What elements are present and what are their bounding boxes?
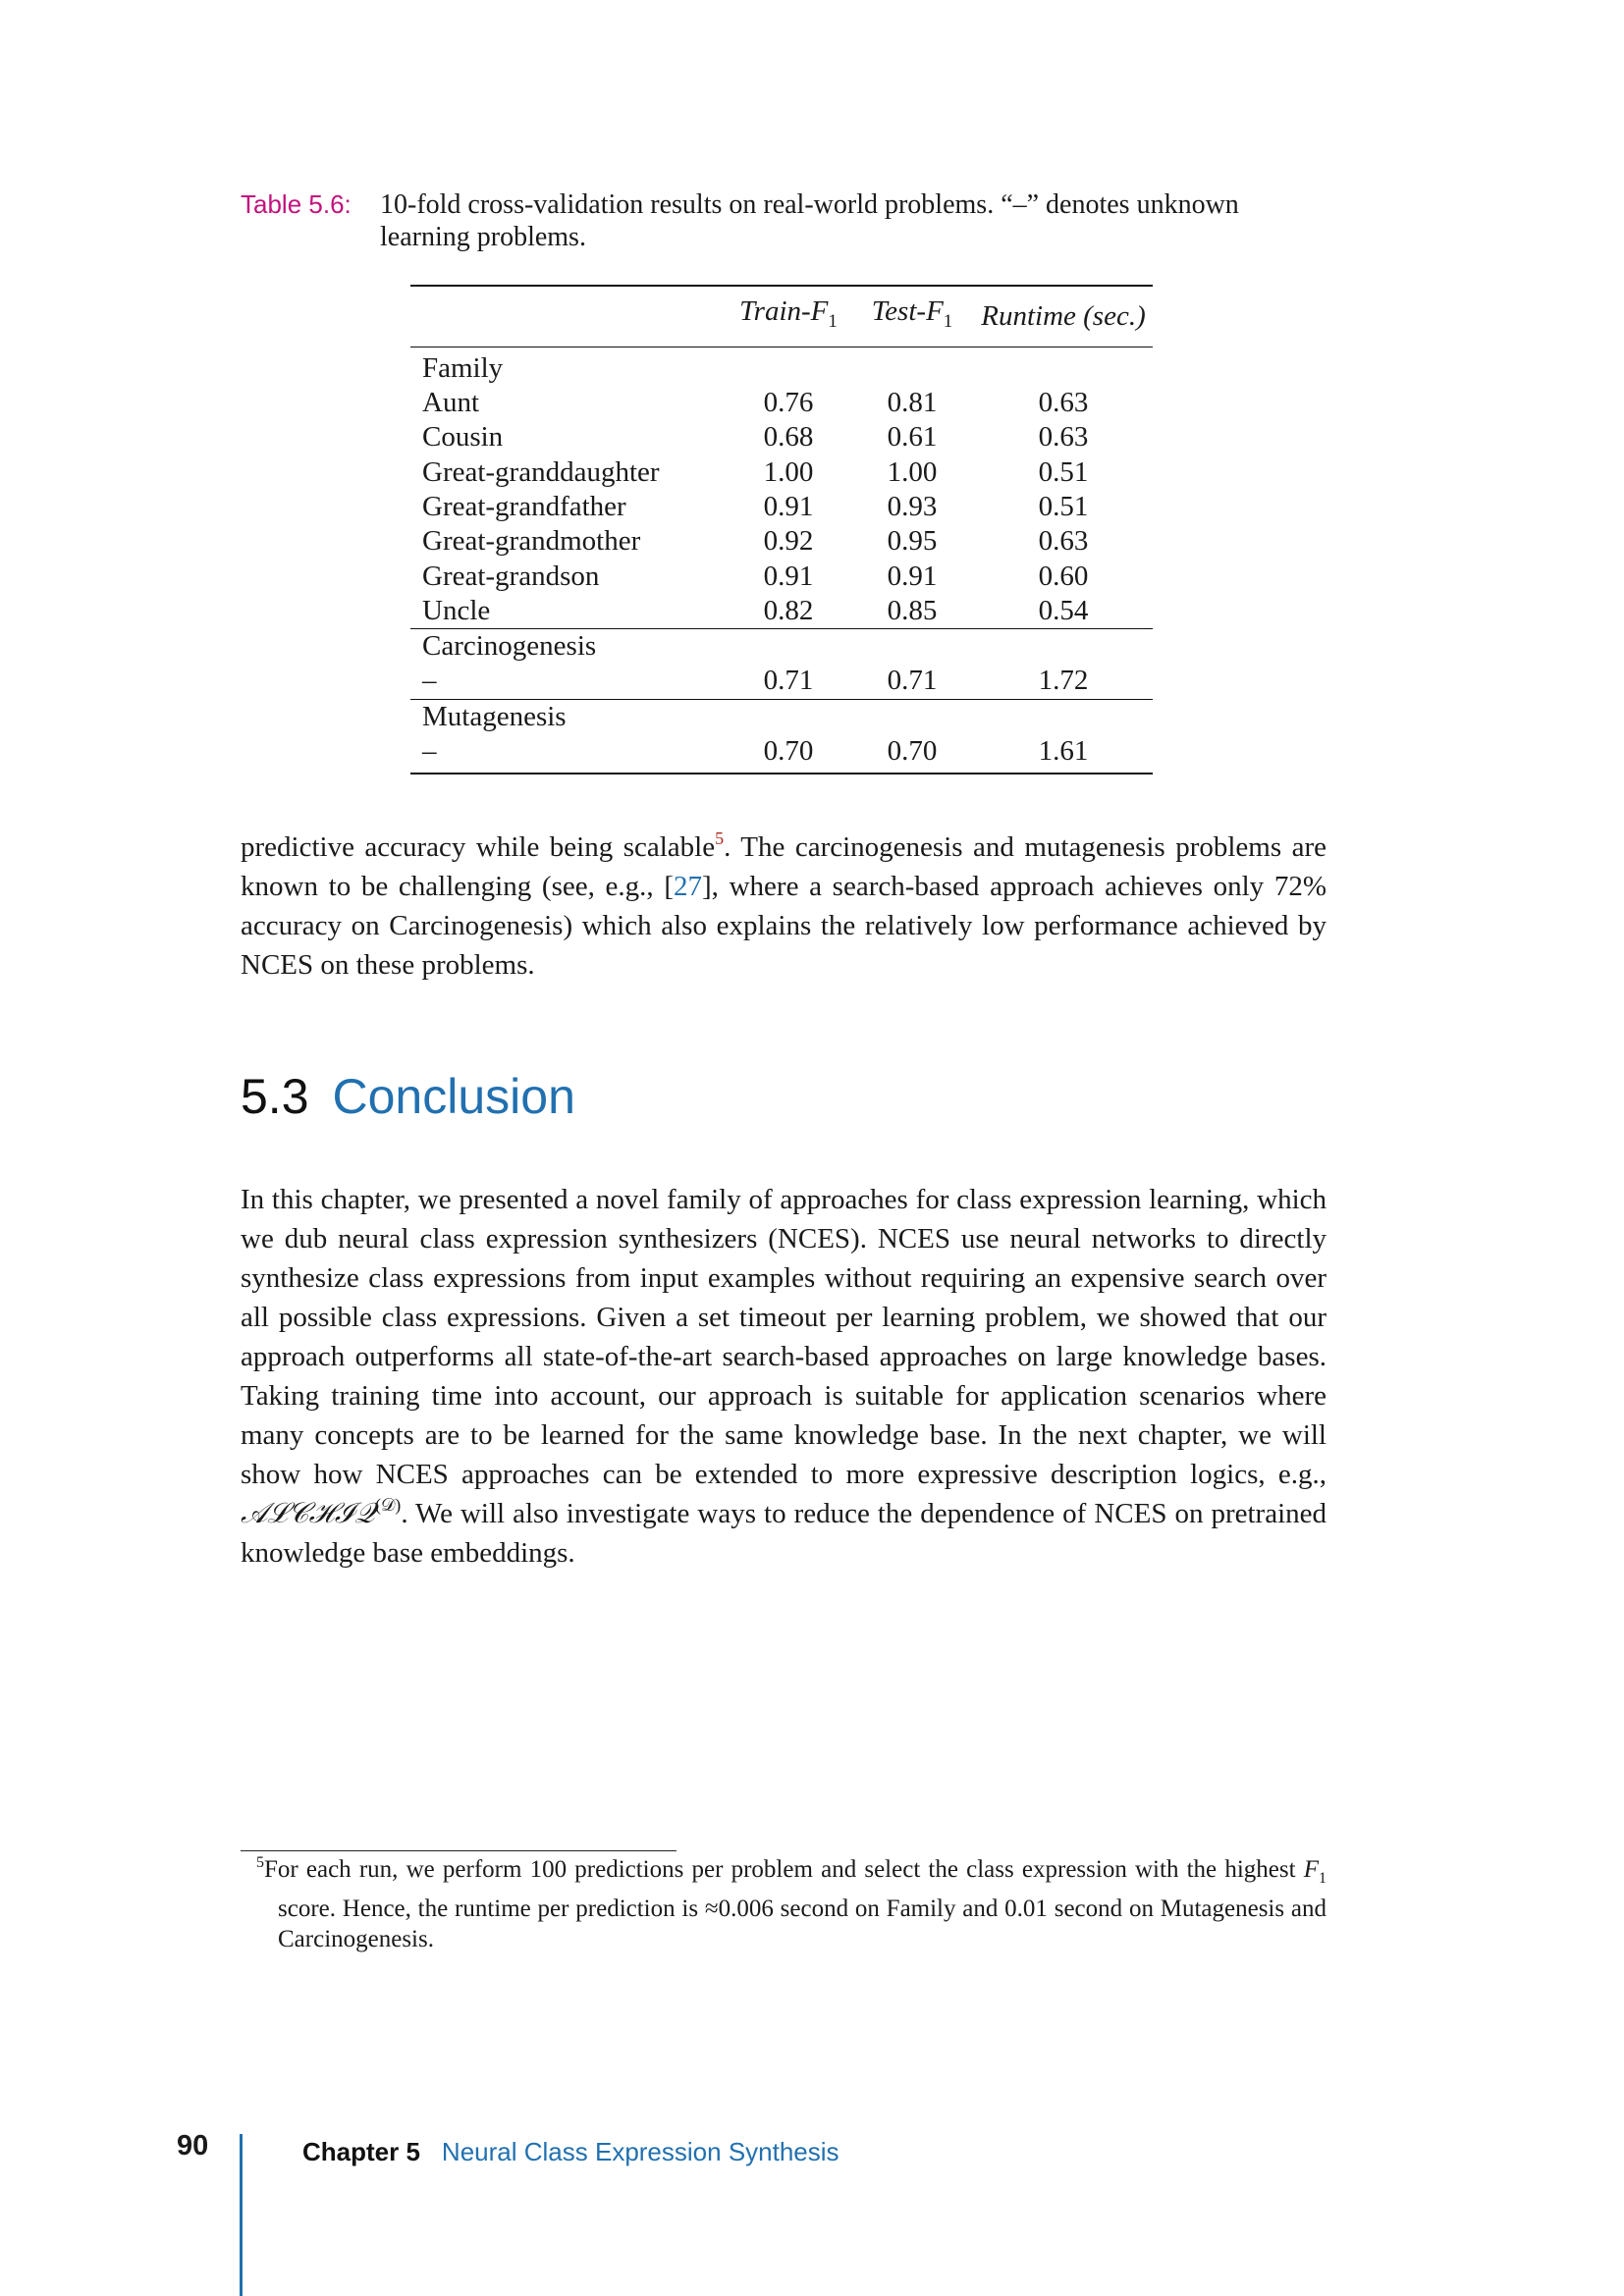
group-name: Carcinogenesis <box>410 629 727 665</box>
table-caption-label: Table 5.6: <box>241 189 352 219</box>
footnote-number: 5 <box>256 1854 264 1871</box>
logic-name: 𝒜ℒ𝒞ℋℐ𝒬 <box>241 1498 375 1529</box>
runtime-cell: 1.61 <box>974 734 1153 774</box>
table-row <box>410 524 1153 559</box>
train-f1-cell: 0.82 <box>763 594 814 626</box>
table-row <box>410 420 1153 454</box>
header-train-f1: Train-$F_1$ <box>727 286 850 347</box>
section-heading <box>241 1067 575 1126</box>
runtime-cell: 0.63 <box>1038 421 1089 454</box>
footer-bar <box>240 2134 243 2296</box>
problem-cell: Great-grandmother <box>422 525 641 558</box>
test-f1-cell: 0.61 <box>887 421 938 454</box>
table-header-row <box>410 286 1153 347</box>
test-f1-cell: 0.70 <box>850 734 974 774</box>
header-runtime: Runtime (sec.) <box>974 286 1153 347</box>
table-row <box>410 560 1153 594</box>
citation-link[interactable]: 27 <box>674 871 702 902</box>
problem-cell: Cousin <box>422 421 504 454</box>
table-caption-text: 10-fold cross-validation results on real-world problems. “–” denotes unknown learning problems. <box>380 189 1239 252</box>
runtime-cell: 1.72 <box>1038 665 1089 697</box>
table-row <box>410 490 1153 524</box>
body-paragraph-1: predictive accuracy while being scalable$^5$. The carcinogenesis and mutagenesis problems are known to be challenging (see, e.g., [27], where a search-based approach achieves only 72% accuracy on Carcinogenesis) which also explains the relatively low performance achieved by NCES on these problems. <box>241 828 1326 981</box>
test-f1-cell: 0.81 <box>887 387 938 419</box>
group-row <box>410 629 1153 665</box>
page-number: 90 <box>177 2130 209 2162</box>
problem-cell: Uncle <box>422 594 491 626</box>
train-f1-cell: 0.92 <box>763 525 814 558</box>
problem-cell: Great-grandfather <box>422 490 626 522</box>
train-f1-cell: 1.00 <box>763 455 814 488</box>
runtime-cell: 0.63 <box>1038 387 1089 419</box>
chapter-label: Chapter 5 <box>302 2137 420 2166</box>
test-f1-cell: 0.71 <box>887 665 938 697</box>
test-f1-cell: 1.00 <box>887 455 938 488</box>
footnote-marker[interactable]: 5 <box>715 828 725 848</box>
problem-cell: Aunt <box>422 387 479 419</box>
runtime-cell: 0.51 <box>1038 455 1089 488</box>
problem-cell: Great-granddaughter <box>422 455 660 488</box>
footnote-rule <box>241 1850 677 1851</box>
table-row <box>410 455 1153 490</box>
group-row <box>410 347 1153 386</box>
table-row <box>410 594 1153 629</box>
train-f1-cell: 0.91 <box>763 490 814 522</box>
train-f1-cell: 0.91 <box>763 560 814 592</box>
table-row <box>410 386 1153 420</box>
train-f1-cell: 0.71 <box>763 665 814 697</box>
group-name: Mutagenesis <box>410 699 727 734</box>
chapter-title[interactable]: Neural Class Expression Synthesis <box>441 2137 839 2166</box>
table-row <box>410 664 1153 699</box>
group-name: Family <box>422 351 504 384</box>
test-f1-cell: 0.95 <box>887 525 938 558</box>
section-title: Conclusion <box>332 1069 575 1124</box>
train-f1-cell: 0.76 <box>763 387 814 419</box>
header-test-f1: Test-$F_1$ <box>850 286 974 347</box>
problem-cell: – <box>410 734 727 774</box>
results-table <box>410 285 1153 774</box>
table-row <box>410 734 1153 774</box>
running-footer <box>302 2137 839 2167</box>
runtime-cell: 0.63 <box>1038 525 1089 558</box>
test-f1-cell: 0.93 <box>887 490 938 522</box>
runtime-cell: 0.54 <box>1038 594 1089 626</box>
header-problem <box>410 286 727 347</box>
runtime-cell: 0.51 <box>1038 490 1089 522</box>
test-f1-cell: 0.85 <box>887 594 938 626</box>
group-row <box>410 699 1153 734</box>
train-f1-cell: 0.70 <box>727 734 850 774</box>
body-paragraph-2: In this chapter, we presented a novel family of approaches for class expression learning, which we dub neural class expression synthesizers (NCES). NCES use neural networks to directly synthesize class expressions from input examples without requiring an expensive search over all possible class expressions. Given a set timeout per learning problem, we showed that our approach outperforms all state-of-the-art search-based approaches on large knowledge bases. Taking training time into account, our approach is suitable for application scenarios where many concepts are to be learned for the same knowledge base. In the next chapter, we will show how NCES approaches can be extended to more expressive description logics, e.g., 𝒜ℒ𝒞ℋℐ𝒬$^{(𝒟)}$. We will also investigate ways to reduce the dependence of NCES on pretrained knowledge base embeddings. <box>241 1184 1326 1569</box>
runtime-cell: 0.60 <box>1038 560 1089 592</box>
problem-cell: Great-grandson <box>422 560 600 592</box>
problem-cell: – <box>422 665 437 697</box>
train-f1-cell: 0.68 <box>763 421 814 454</box>
test-f1-cell: 0.91 <box>887 560 938 592</box>
footnote: $^5$For each run, we perform 100 predictions per problem and select the class expression with the highest $F_1$ score. Hence, the runtime per prediction is ≈0.006 second on Family and 0.01 second on Mutagenesis and Carcinogenesis. <box>256 1854 1326 1952</box>
section-number: 5.3 <box>241 1069 309 1124</box>
